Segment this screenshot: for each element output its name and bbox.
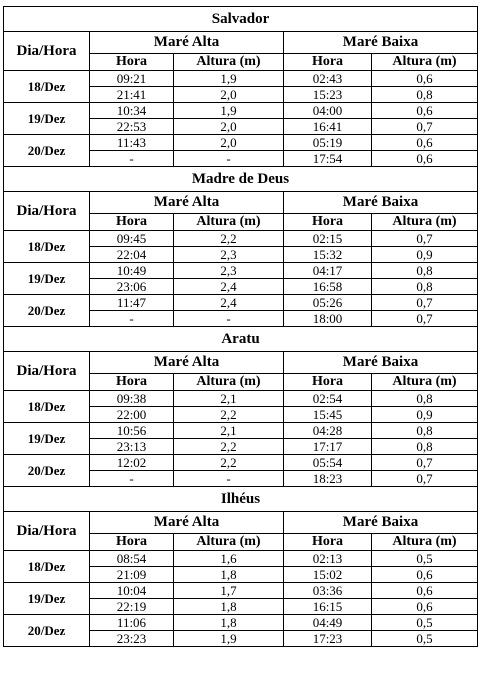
baixa-hora-cell: 16:58 xyxy=(284,279,372,295)
baixa-hora-cell: 03:36 xyxy=(284,583,372,599)
table-row xyxy=(4,391,478,407)
tide-table xyxy=(3,6,478,647)
table-row xyxy=(4,615,478,631)
alta-hora-cell: 10:49 xyxy=(90,263,174,279)
baixa-hora-cell: 15:32 xyxy=(284,247,372,263)
baixa-hora-cell: 02:15 xyxy=(284,231,372,247)
mare-alta-header: Maré Alta xyxy=(90,192,284,214)
baixa-hora-cell: 18:00 xyxy=(284,311,372,327)
mare-alta-header: Maré Alta xyxy=(90,352,284,374)
baixa-altura-cell: 0,7 xyxy=(372,231,478,247)
alta-hora-cell: - xyxy=(90,151,174,167)
baixa-altura-header: Altura (m) xyxy=(372,534,478,551)
baixa-altura-header: Altura (m) xyxy=(372,214,478,231)
table-row xyxy=(4,551,478,567)
alta-altura-cell: 1,8 xyxy=(174,599,284,615)
baixa-altura-cell: 0,5 xyxy=(372,551,478,567)
location-title-row xyxy=(4,7,478,32)
table-row xyxy=(4,71,478,87)
baixa-hora-header: Hora xyxy=(284,534,372,551)
alta-hora-cell: 22:00 xyxy=(90,407,174,423)
alta-hora-header: Hora xyxy=(90,374,174,391)
baixa-altura-cell: 0,7 xyxy=(372,471,478,487)
alta-altura-cell: 2,4 xyxy=(174,295,284,311)
alta-hora-cell: 11:47 xyxy=(90,295,174,311)
baixa-hora-cell: 16:15 xyxy=(284,599,372,615)
baixa-altura-cell: 0,7 xyxy=(372,455,478,471)
alta-altura-cell: 1,6 xyxy=(174,551,284,567)
baixa-altura-cell: 0,6 xyxy=(372,71,478,87)
baixa-hora-header: Hora xyxy=(284,214,372,231)
baixa-altura-cell: 0,8 xyxy=(372,263,478,279)
alta-altura-cell: 2,1 xyxy=(174,423,284,439)
day-cell: 19/Dez xyxy=(4,263,90,295)
alta-hora-header: Hora xyxy=(90,54,174,71)
alta-hora-cell: - xyxy=(90,471,174,487)
mare-baixa-header: Maré Baixa xyxy=(284,32,478,54)
day-cell: 19/Dez xyxy=(4,103,90,135)
alta-altura-cell: 2,2 xyxy=(174,407,284,423)
alta-altura-cell: 1,9 xyxy=(174,103,284,119)
alta-hora-header: Hora xyxy=(90,534,174,551)
alta-hora-cell: 22:19 xyxy=(90,599,174,615)
alta-altura-header: Altura (m) xyxy=(174,214,284,231)
dia-hora-header: Dia/Hora xyxy=(4,192,90,231)
alta-altura-header: Altura (m) xyxy=(174,54,284,71)
baixa-altura-cell: 0,8 xyxy=(372,279,478,295)
alta-hora-cell: 09:45 xyxy=(90,231,174,247)
baixa-altura-cell: 0,8 xyxy=(372,391,478,407)
day-cell: 19/Dez xyxy=(4,423,90,455)
day-cell: 18/Dez xyxy=(4,551,90,583)
alta-altura-cell: 1,9 xyxy=(174,631,284,647)
mare-baixa-header: Maré Baixa xyxy=(284,352,478,374)
table-row xyxy=(4,295,478,311)
baixa-hora-header: Hora xyxy=(284,374,372,391)
location-name: Salvador xyxy=(4,7,478,32)
alta-hora-cell: 22:53 xyxy=(90,119,174,135)
baixa-hora-cell: 05:26 xyxy=(284,295,372,311)
alta-hora-cell: 12:02 xyxy=(90,455,174,471)
alta-hora-cell: 08:54 xyxy=(90,551,174,567)
baixa-altura-cell: 0,9 xyxy=(372,247,478,263)
baixa-altura-cell: 0,6 xyxy=(372,599,478,615)
table-row xyxy=(4,423,478,439)
day-cell: 18/Dez xyxy=(4,391,90,423)
baixa-altura-cell: 0,6 xyxy=(372,151,478,167)
baixa-hora-cell: 17:54 xyxy=(284,151,372,167)
day-cell: 20/Dez xyxy=(4,135,90,167)
alta-altura-cell: 1,8 xyxy=(174,615,284,631)
alta-altura-cell: 2,4 xyxy=(174,279,284,295)
alta-altura-cell: 2,2 xyxy=(174,439,284,455)
alta-altura-cell: - xyxy=(174,151,284,167)
alta-hora-cell: 10:34 xyxy=(90,103,174,119)
tide-type-header-row xyxy=(4,192,478,214)
alta-hora-cell: - xyxy=(90,311,174,327)
alta-altura-cell: 1,8 xyxy=(174,567,284,583)
baixa-altura-cell: 0,6 xyxy=(372,135,478,151)
baixa-altura-header: Altura (m) xyxy=(372,374,478,391)
tide-type-header-row xyxy=(4,512,478,534)
alta-altura-cell: 2,0 xyxy=(174,119,284,135)
alta-altura-cell: - xyxy=(174,471,284,487)
dia-hora-header: Dia/Hora xyxy=(4,512,90,551)
baixa-hora-cell: 16:41 xyxy=(284,119,372,135)
mare-baixa-header: Maré Baixa xyxy=(284,512,478,534)
tide-type-header-row xyxy=(4,32,478,54)
location-name: Madre de Deus xyxy=(4,167,478,192)
alta-hora-cell: 23:23 xyxy=(90,631,174,647)
alta-altura-cell: 2,0 xyxy=(174,135,284,151)
baixa-altura-cell: 0,6 xyxy=(372,583,478,599)
baixa-altura-cell: 0,7 xyxy=(372,295,478,311)
alta-altura-header: Altura (m) xyxy=(174,374,284,391)
alta-altura-cell: 1,7 xyxy=(174,583,284,599)
table-row xyxy=(4,231,478,247)
location-name: Aratu xyxy=(4,327,478,352)
table-row xyxy=(4,455,478,471)
baixa-altura-cell: 0,7 xyxy=(372,119,478,135)
location-name: Ilhéus xyxy=(4,487,478,512)
location-title-row xyxy=(4,487,478,512)
baixa-hora-cell: 05:19 xyxy=(284,135,372,151)
mare-alta-header: Maré Alta xyxy=(90,32,284,54)
baixa-hora-cell: 04:00 xyxy=(284,103,372,119)
mare-baixa-header: Maré Baixa xyxy=(284,192,478,214)
table-row xyxy=(4,263,478,279)
day-cell: 19/Dez xyxy=(4,583,90,615)
dia-hora-header: Dia/Hora xyxy=(4,32,90,71)
baixa-altura-cell: 0,5 xyxy=(372,631,478,647)
table-row xyxy=(4,103,478,119)
table-row xyxy=(4,135,478,151)
alta-hora-cell: 21:09 xyxy=(90,567,174,583)
day-cell: 20/Dez xyxy=(4,615,90,647)
table-row xyxy=(4,583,478,599)
alta-hora-cell: 09:38 xyxy=(90,391,174,407)
baixa-altura-cell: 0,8 xyxy=(372,87,478,103)
baixa-hora-cell: 15:23 xyxy=(284,87,372,103)
baixa-hora-cell: 17:23 xyxy=(284,631,372,647)
alta-hora-cell: 10:56 xyxy=(90,423,174,439)
baixa-altura-cell: 0,5 xyxy=(372,615,478,631)
alta-hora-cell: 21:41 xyxy=(90,87,174,103)
alta-altura-cell: 2,2 xyxy=(174,455,284,471)
baixa-altura-cell: 0,6 xyxy=(372,103,478,119)
alta-altura-cell: - xyxy=(174,311,284,327)
baixa-altura-cell: 0,7 xyxy=(372,311,478,327)
alta-altura-header: Altura (m) xyxy=(174,534,284,551)
baixa-hora-cell: 18:23 xyxy=(284,471,372,487)
alta-hora-cell: 09:21 xyxy=(90,71,174,87)
baixa-hora-cell: 04:17 xyxy=(284,263,372,279)
baixa-hora-cell: 05:54 xyxy=(284,455,372,471)
baixa-altura-cell: 0,9 xyxy=(372,407,478,423)
day-cell: 20/Dez xyxy=(4,295,90,327)
baixa-hora-header: Hora xyxy=(284,54,372,71)
alta-altura-cell: 2,0 xyxy=(174,87,284,103)
baixa-hora-cell: 04:49 xyxy=(284,615,372,631)
alta-hora-cell: 22:04 xyxy=(90,247,174,263)
baixa-hora-cell: 15:02 xyxy=(284,567,372,583)
alta-hora-cell: 11:43 xyxy=(90,135,174,151)
baixa-hora-cell: 02:13 xyxy=(284,551,372,567)
baixa-altura-cell: 0,8 xyxy=(372,439,478,455)
alta-hora-cell: 11:06 xyxy=(90,615,174,631)
alta-altura-cell: 2,3 xyxy=(174,263,284,279)
day-cell: 18/Dez xyxy=(4,231,90,263)
alta-hora-cell: 23:06 xyxy=(90,279,174,295)
dia-hora-header: Dia/Hora xyxy=(4,352,90,391)
baixa-altura-header: Altura (m) xyxy=(372,54,478,71)
baixa-hora-cell: 17:17 xyxy=(284,439,372,455)
day-cell: 20/Dez xyxy=(4,455,90,487)
tide-type-header-row xyxy=(4,352,478,374)
alta-hora-header: Hora xyxy=(90,214,174,231)
alta-altura-cell: 2,2 xyxy=(174,231,284,247)
alta-altura-cell: 2,1 xyxy=(174,391,284,407)
tide-table-body xyxy=(4,7,478,647)
alta-hora-cell: 23:13 xyxy=(90,439,174,455)
baixa-hora-cell: 15:45 xyxy=(284,407,372,423)
baixa-hora-cell: 02:54 xyxy=(284,391,372,407)
baixa-hora-cell: 04:28 xyxy=(284,423,372,439)
alta-hora-cell: 10:04 xyxy=(90,583,174,599)
location-title-row xyxy=(4,327,478,352)
alta-altura-cell: 1,9 xyxy=(174,71,284,87)
baixa-hora-cell: 02:43 xyxy=(284,71,372,87)
mare-alta-header: Maré Alta xyxy=(90,512,284,534)
location-title-row xyxy=(4,167,478,192)
baixa-altura-cell: 0,6 xyxy=(372,567,478,583)
day-cell: 18/Dez xyxy=(4,71,90,103)
baixa-altura-cell: 0,8 xyxy=(372,423,478,439)
alta-altura-cell: 2,3 xyxy=(174,247,284,263)
